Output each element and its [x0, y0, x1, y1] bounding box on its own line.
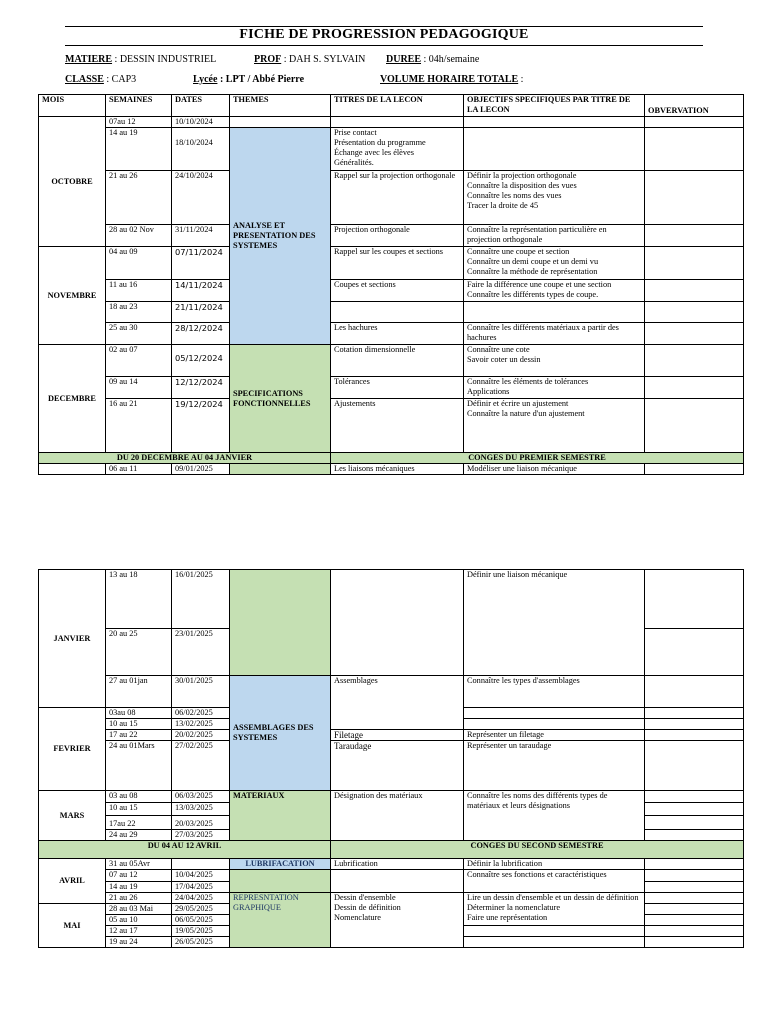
- titre-cell: [331, 870, 464, 893]
- col-dates: DATES: [172, 95, 230, 117]
- table-row: [39, 117, 744, 128]
- col-titres: TITRES DE LA LECON: [331, 95, 464, 117]
- semaine-cell: 10 au 15: [106, 719, 172, 730]
- date-cell: 29/05/2025: [172, 904, 230, 915]
- theme-representation: REPRESNTATION GRAPHIQUE: [230, 893, 331, 948]
- observation-cell: [645, 816, 744, 830]
- theme-cell-empty: [230, 870, 331, 893]
- titre-cell: Lubrification: [331, 859, 464, 870]
- matiere-value: : DESSIN INDUSTRIEL: [112, 54, 217, 65]
- objectif-cell: [464, 708, 645, 719]
- semaine-cell: 05 au 10: [106, 915, 172, 926]
- date-cell: 10/04/2025: [172, 870, 230, 882]
- semaine-cell: 27 au 01jan: [106, 676, 172, 708]
- matiere-label: MATIERE: [65, 54, 113, 65]
- table-row: [39, 741, 744, 791]
- objectif-cell: Lire un dessin d'ensemble et un dessin de définition Déterminer la nomenclature Faire une représentation: [464, 893, 645, 926]
- prof-line: [254, 54, 365, 65]
- semaine-cell: 24 au 01Mars: [106, 741, 172, 791]
- observation-cell: [645, 937, 744, 948]
- semaine-cell: 09 au 14: [106, 377, 172, 399]
- observation-cell: [645, 741, 744, 791]
- semaine-cell: 17 au 22: [106, 730, 172, 741]
- objectif-cell: Représenter un filetage: [464, 730, 645, 741]
- observation-cell: [645, 830, 744, 841]
- header-row: [39, 95, 744, 117]
- theme-cell-empty: [230, 117, 331, 128]
- date-cell: 07/11/2024: [172, 247, 230, 280]
- col-mois: MOIS: [39, 95, 106, 117]
- theme-cell-empty: [230, 464, 331, 475]
- semaine-cell: 21 au 26: [106, 171, 172, 225]
- observation-cell: [645, 302, 744, 323]
- date-cell: 06/02/2025: [172, 708, 230, 719]
- semaine-cell: 07 au 12: [106, 870, 172, 882]
- objectif-cell: Connaître les noms des différents types de matériaux et leurs désignations: [464, 791, 645, 841]
- objectif-cell: Connaître une cote Savoir coter un dessin: [464, 345, 645, 377]
- objectif-cell: Modéliser une liaison mécanique: [464, 464, 645, 475]
- titre-cell: [331, 302, 464, 323]
- classe-value: : CAP3: [103, 74, 137, 85]
- observation-cell: [645, 882, 744, 893]
- observation-cell: [645, 464, 744, 475]
- col-objectifs: OBJECTIFS SPECIFIQUES PAR TITRE DE LA LECON: [464, 95, 645, 117]
- prof-label: PROF: [254, 54, 282, 65]
- date-cell: 19/12/2024: [172, 399, 230, 453]
- table-row: [39, 399, 744, 453]
- semaine-cell: 12 au 17: [106, 926, 172, 937]
- objectif-cell: Connaître la représentation particulière en projection orthogonale: [464, 225, 645, 247]
- table-row: [39, 870, 744, 882]
- titre-cell: Désignation des matériaux: [331, 791, 464, 841]
- progression-table-2: [38, 569, 744, 948]
- theme-assemblages: ASSEMBLAGES DES SYSTEMES: [230, 676, 331, 791]
- table-row: [39, 893, 744, 904]
- lycee-label: Lycée: [193, 74, 218, 85]
- matiere-line: [65, 54, 216, 65]
- classe-label: CLASSE: [65, 74, 104, 85]
- semaine-cell: 18 au 23: [106, 302, 172, 323]
- observation-cell: [645, 676, 744, 708]
- date-cell: 28/12/2024: [172, 323, 230, 345]
- observation-cell: [645, 171, 744, 225]
- conges-row-1: [39, 453, 744, 464]
- titre-cell: Taraudage: [331, 741, 464, 791]
- date-cell: 18/10/2024: [172, 128, 230, 171]
- semaine-cell: 14 au 19: [106, 882, 172, 893]
- month-novembre: NOVEMBRE: [39, 247, 106, 345]
- table-row: [39, 676, 744, 708]
- semaine-cell: 07au 12: [106, 117, 172, 128]
- conges-dates: DU 04 AU 12 AVRIL: [39, 841, 331, 859]
- observation-cell: [645, 859, 744, 870]
- semaine-cell: 16 au 21: [106, 399, 172, 453]
- date-cell: 20/03/2025: [172, 816, 230, 830]
- observation-cell: [645, 719, 744, 730]
- table-row: [39, 730, 744, 741]
- table-row: [39, 345, 744, 377]
- titre-cell: [331, 570, 464, 676]
- observation-cell: [645, 926, 744, 937]
- title-bottom-rule: [65, 45, 703, 46]
- semaine-cell: 03au 08: [106, 708, 172, 719]
- table-row: [39, 280, 744, 302]
- col-observation: OBVERVATION: [645, 95, 744, 117]
- objectif-cell: [464, 117, 645, 128]
- table-row: [39, 377, 744, 399]
- col-semaines: SEMAINES: [106, 95, 172, 117]
- table-row: [39, 323, 744, 345]
- conges-label: CONGES DU SECOND SEMESTRE: [331, 841, 744, 859]
- semaine-cell: 19 au 24: [106, 937, 172, 948]
- observation-cell: [645, 377, 744, 399]
- semaine-cell: 06 au 11: [106, 464, 172, 475]
- table-row: [39, 225, 744, 247]
- date-cell: 31/11/2024: [172, 225, 230, 247]
- semaine-cell: 28 au 03 Mai: [106, 904, 172, 915]
- conges-row-2: [39, 841, 744, 859]
- theme-analyse: ANALYSE ET PRESENTATION DES SYSTEMES: [230, 128, 331, 345]
- col-themes: THEMES: [230, 95, 331, 117]
- objectif-cell: Définir une liaison mécanique: [464, 570, 645, 676]
- duree-label: DUREE: [386, 54, 422, 65]
- mois-cell-empty: [39, 464, 106, 475]
- date-cell: 14/11/2024: [172, 280, 230, 302]
- observation-cell: [645, 893, 744, 904]
- observation-cell: [645, 904, 744, 915]
- date-cell: 17/04/2025: [172, 882, 230, 893]
- observation-cell: [645, 323, 744, 345]
- observation-cell: [645, 117, 744, 128]
- semaine-cell: 21 au 26: [106, 893, 172, 904]
- table-row: [39, 302, 744, 323]
- date-cell: 19/05/2025: [172, 926, 230, 937]
- titre-cell: Filetage: [331, 730, 464, 741]
- observation-cell: [645, 791, 744, 803]
- table-row: [39, 570, 744, 629]
- date-cell: 27/02/2025: [172, 741, 230, 791]
- observation-cell: [645, 629, 744, 676]
- date-cell: 05/12/2024: [172, 345, 230, 377]
- duree-line: [386, 54, 479, 65]
- date-cell: 09/01/2025: [172, 464, 230, 475]
- titre-cell: Les liaisons mécaniques: [331, 464, 464, 475]
- semaine-cell: 28 au 02 Nov: [106, 225, 172, 247]
- month-janvier: JANVIER: [39, 570, 106, 708]
- theme-specifications: SPECIFICATIONS FONCTIONNELLES: [230, 345, 331, 453]
- theme-materiaux: MATERIAUX: [230, 791, 331, 841]
- date-cell: 24/04/2025: [172, 893, 230, 904]
- date-cell: 06/05/2025: [172, 915, 230, 926]
- semaine-cell: 13 au 18: [106, 570, 172, 629]
- date-cell: 21/11/2024: [172, 302, 230, 323]
- table-row: [39, 247, 744, 280]
- objectif-cell: Connaître les différents matériaux a partir des hachures: [464, 323, 645, 345]
- objectif-cell: [464, 926, 645, 937]
- objectif-cell: [464, 302, 645, 323]
- titre-cell: Dessin d'ensemble Dessin de définition Nomenclature: [331, 893, 464, 948]
- table-row: [39, 791, 744, 803]
- titre-cell: Assemblages: [331, 676, 464, 730]
- theme-lubrification: LUBRIFACATION: [230, 859, 331, 870]
- lycee-value: : LPT / Abbé Pierre: [217, 74, 305, 85]
- date-cell: 06/03/2025: [172, 791, 230, 803]
- date-cell: 27/03/2025: [172, 830, 230, 841]
- month-avril: AVRIL: [39, 859, 106, 904]
- date-cell: 24/10/2024: [172, 171, 230, 225]
- semaine-cell: 04 au 09: [106, 247, 172, 280]
- objectif-cell: Définir la projection orthogonale Connaître la disposition des vues Connaître les noms des vues Tracer la droite de 45: [464, 171, 645, 225]
- semaine-cell: 20 au 25: [106, 629, 172, 676]
- volume-value: :: [518, 74, 524, 85]
- observation-cell: [645, 128, 744, 171]
- observation-cell: [645, 708, 744, 719]
- titre-cell: [331, 117, 464, 128]
- observation-cell: [645, 280, 744, 302]
- conges-label: CONGES DU PREMIER SEMESTRE: [331, 453, 744, 464]
- semaine-cell: 25 au 30: [106, 323, 172, 345]
- titre-cell: Prise contact Présentation du programme Échange avec les élèves Généralités.: [331, 128, 464, 171]
- semaine-cell: 24 au 29: [106, 830, 172, 841]
- table-row: [39, 464, 744, 475]
- objectif-cell: Connaître les éléments de tolérances Applications: [464, 377, 645, 399]
- month-octobre: OCTOBRE: [39, 117, 106, 247]
- date-cell: 23/01/2025: [172, 629, 230, 676]
- semaine-cell: 31 au 05Avr: [106, 859, 172, 870]
- table-row: [39, 859, 744, 870]
- objectif-cell: [464, 937, 645, 948]
- prof-value: : DAH S. SYLVAIN: [281, 54, 366, 65]
- titre-cell: Cotation dimensionnelle: [331, 345, 464, 377]
- titre-cell: Rappel sur la projection orthogonale: [331, 171, 464, 225]
- month-mars: MARS: [39, 791, 106, 841]
- objectif-cell: Connaître ses fonctions et caractéristiques: [464, 870, 645, 893]
- semaine-cell: 03 au 08: [106, 791, 172, 803]
- date-cell: 20/02/2025: [172, 730, 230, 741]
- classe-line: [65, 74, 136, 85]
- observation-cell: [645, 345, 744, 377]
- volume-line: [380, 74, 523, 85]
- titre-cell: Projection orthogonale: [331, 225, 464, 247]
- duree-value: : 04h/semaine: [421, 54, 480, 65]
- objectif-cell: Connaître une coupe et section Connaître un demi coupe et un demi vu Connaître la méthode de représentation: [464, 247, 645, 280]
- lycee-line: [193, 74, 304, 85]
- page-title: FICHE DE PROGRESSION PEDAGOGIQUE: [239, 27, 529, 42]
- table-row: [39, 128, 744, 171]
- date-cell: 10/10/2024: [172, 117, 230, 128]
- theme-cell-empty: [230, 570, 331, 676]
- objectif-cell: Représenter un taraudage: [464, 741, 645, 791]
- observation-cell: [645, 247, 744, 280]
- date-cell: 12/12/2024: [172, 377, 230, 399]
- month-fevrier: FEVRIER: [39, 708, 106, 791]
- observation-cell: [645, 570, 744, 629]
- month-mai: MAI: [39, 904, 106, 948]
- semaine-cell: 10 au 15: [106, 803, 172, 816]
- observation-cell: [645, 870, 744, 882]
- observation-cell: [645, 730, 744, 741]
- titre-cell: Les hachures: [331, 323, 464, 345]
- objectif-cell: [464, 128, 645, 171]
- semaine-cell: 17au 22: [106, 816, 172, 830]
- titre-cell: Tolérances: [331, 377, 464, 399]
- titre-cell: Rappel sur les coupes et sections: [331, 247, 464, 280]
- progression-table-1: [38, 94, 744, 475]
- date-cell: 16/01/2025: [172, 570, 230, 629]
- date-cell: [172, 859, 230, 870]
- objectif-cell: [464, 719, 645, 730]
- titre-cell: Coupes et sections: [331, 280, 464, 302]
- date-cell: 26/05/2025: [172, 937, 230, 948]
- observation-cell: [645, 399, 744, 453]
- objectif-cell: Connaître les types d'assemblages: [464, 676, 645, 708]
- volume-label: VOLUME HORAIRE TOTALE: [380, 74, 519, 85]
- date-cell: 13/02/2025: [172, 719, 230, 730]
- conges-dates: DU 20 DECEMBRE AU 04 JANVIER: [39, 453, 331, 464]
- semaine-cell: 02 au 07: [106, 345, 172, 377]
- table-row: [39, 171, 744, 225]
- objectif-cell: Définir la lubrification: [464, 859, 645, 870]
- titre-cell: Ajustements: [331, 399, 464, 453]
- month-decembre: DECEMBRE: [39, 345, 106, 453]
- semaine-cell: 14 au 19: [106, 128, 172, 171]
- observation-cell: [645, 915, 744, 926]
- semaine-cell: 11 au 16: [106, 280, 172, 302]
- observation-cell: [645, 225, 744, 247]
- date-cell: 30/01/2025: [172, 676, 230, 708]
- objectif-cell: Faire la différence une coupe et une section Connaître les différents types de coupe.: [464, 280, 645, 302]
- date-cell: 13/03/2025: [172, 803, 230, 816]
- observation-cell: [645, 803, 744, 816]
- objectif-cell: Définir et écrire un ajustement Connaître la nature d'un ajustement: [464, 399, 645, 453]
